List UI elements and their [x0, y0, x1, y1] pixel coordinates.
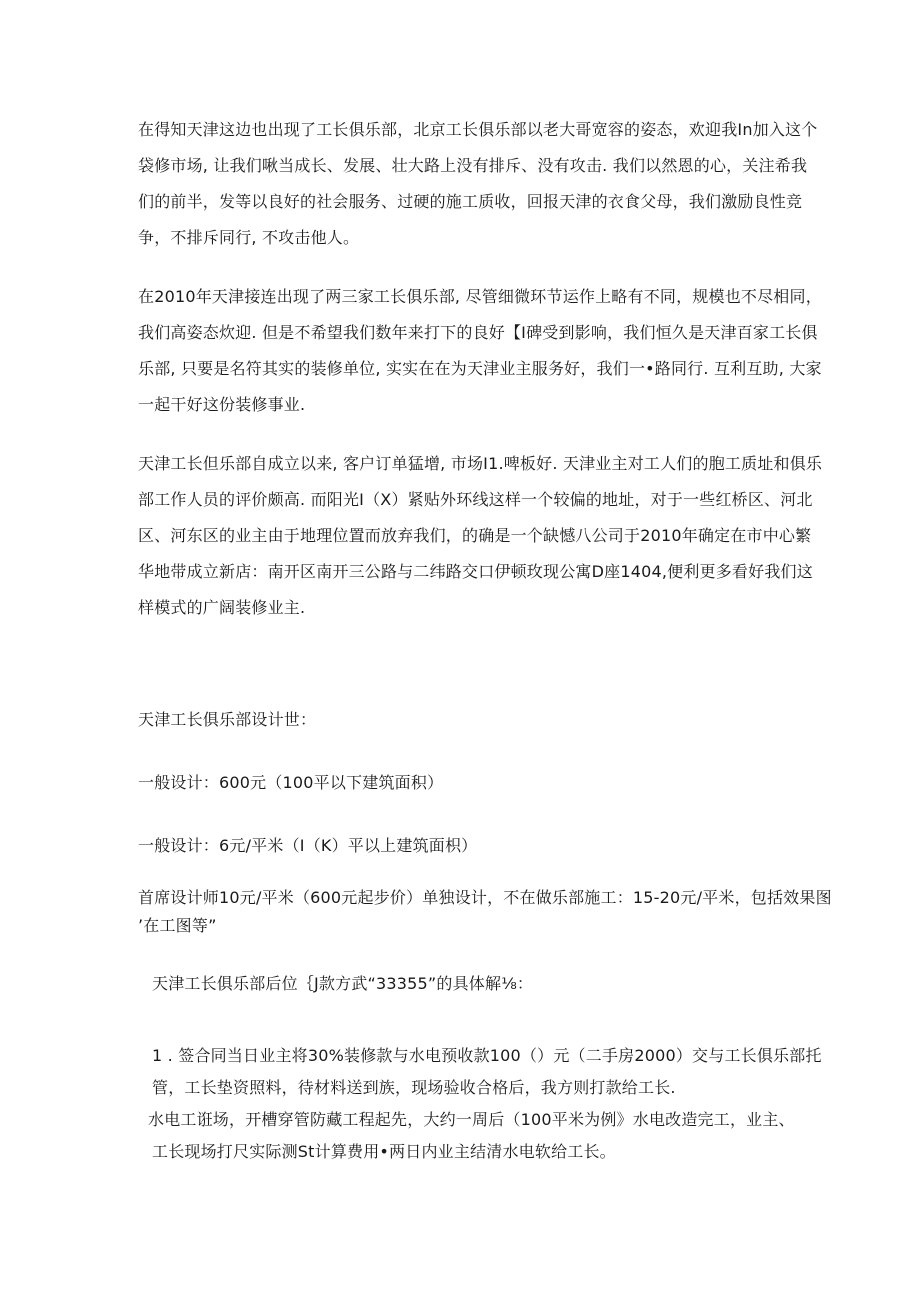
market-paragraph [138, 279, 822, 423]
text-line: 水电工诳场，开槽穿管防藏工程起先，大约一周后（100平米为例》水电改造完工，业主、 [148, 1110, 795, 1129]
text-line: 争，不排斥同行, 不攻击他人。 [138, 228, 360, 247]
text-line: 一起干好这份装修事业. [138, 395, 306, 414]
design-fee-title [138, 702, 798, 738]
payment-steps [148, 1040, 822, 1168]
text-line: 我们高姿态炊迎. 但是不希望我们数年来打下的良好【I碑受到影响，我们恒久是天津百家工长俱 [138, 323, 818, 342]
chief-designer-fee [138, 884, 832, 940]
text-line: 区、河东区的业主由于地理位置而放弃我们，的确是一个缺憾八公司于2010年确定在市中心繁 [138, 526, 812, 545]
text-line: 天津工长但乐部自成立以来, 客户订单猛增, 市场I1.啤板好. 天津业主对工人们的胞工质址和俱乐 [138, 454, 823, 473]
text-line: 在得知天津这边也出现了工长俱乐部，北京工长俱乐部以老大哥宽容的姿态，欢迎我In加入这个 [138, 120, 818, 139]
text-line: 首席设计师10元/平米（600元起步价）单独设计，不在做乐部施工：15-20元/平米，包括效果图 [138, 888, 832, 907]
new-store-paragraph [138, 446, 823, 626]
text-line: 部工作人员的评价颇高. 而阳光I（X）紧贴外环线这样一个较偏的地址，对于一些红桥区、河北 [138, 490, 813, 509]
intro-paragraph [138, 112, 818, 256]
text-line: 一般设计：600元（100平以下建筑面积） [138, 773, 444, 792]
design-fee-item [138, 828, 798, 864]
text-line: ’在工图等” [138, 916, 217, 935]
text-line: 管，工长垫资照料，待材料送到族，现场验收合格后，我方则打款给工长. [152, 1078, 676, 1097]
text-line: 乐部, 只要是名符其实的装修单位, 实实在在为天津业主服务好，我们一•路同行. 互利互助, 大家 [138, 359, 822, 378]
text-line: 在2010年天津接连出现了两三家工长俱乐部, 尽管细微环节运作上略有不同，规模也不尽相同， [138, 287, 822, 306]
text-line: 们的前半，发等以良好的社会服务、过硬的施工质收，回报天津的衣食父母，我们激励良性竞 [138, 192, 803, 211]
text-line: 华地带成立新店：南开区南开三公路与二纬路交口伊顿玫现公寓D座1404,便利更多看好我们这 [138, 562, 813, 581]
text-line: 天津工长俱乐部后位｛J款方武“33355”的具体解⅛： [152, 974, 534, 993]
text-line: 袋修市场, 让我们啾当成长、发展、壮大路上没有排斥、没有攻击. 我们以然恩的心，关注希我 [138, 156, 808, 175]
text-line: 1 . 签合同当日业主将30%装修款与水电预收款100（）元（二手房2000）交与工长俱乐部托 [152, 1046, 822, 1065]
text-line: 工长现场打尺实际测St计算费用•两日内业主结清水电软给工长。 [152, 1142, 616, 1161]
payment-title [152, 966, 812, 1002]
text-line: 样模式的广阔装修业主. [138, 598, 306, 617]
text-line: 一般设计：6元/平米（I（K）平以上建筑面枳） [138, 836, 478, 855]
design-fee-item [138, 765, 798, 801]
text-line: 天津工长俱乐部设计世： [138, 710, 317, 729]
